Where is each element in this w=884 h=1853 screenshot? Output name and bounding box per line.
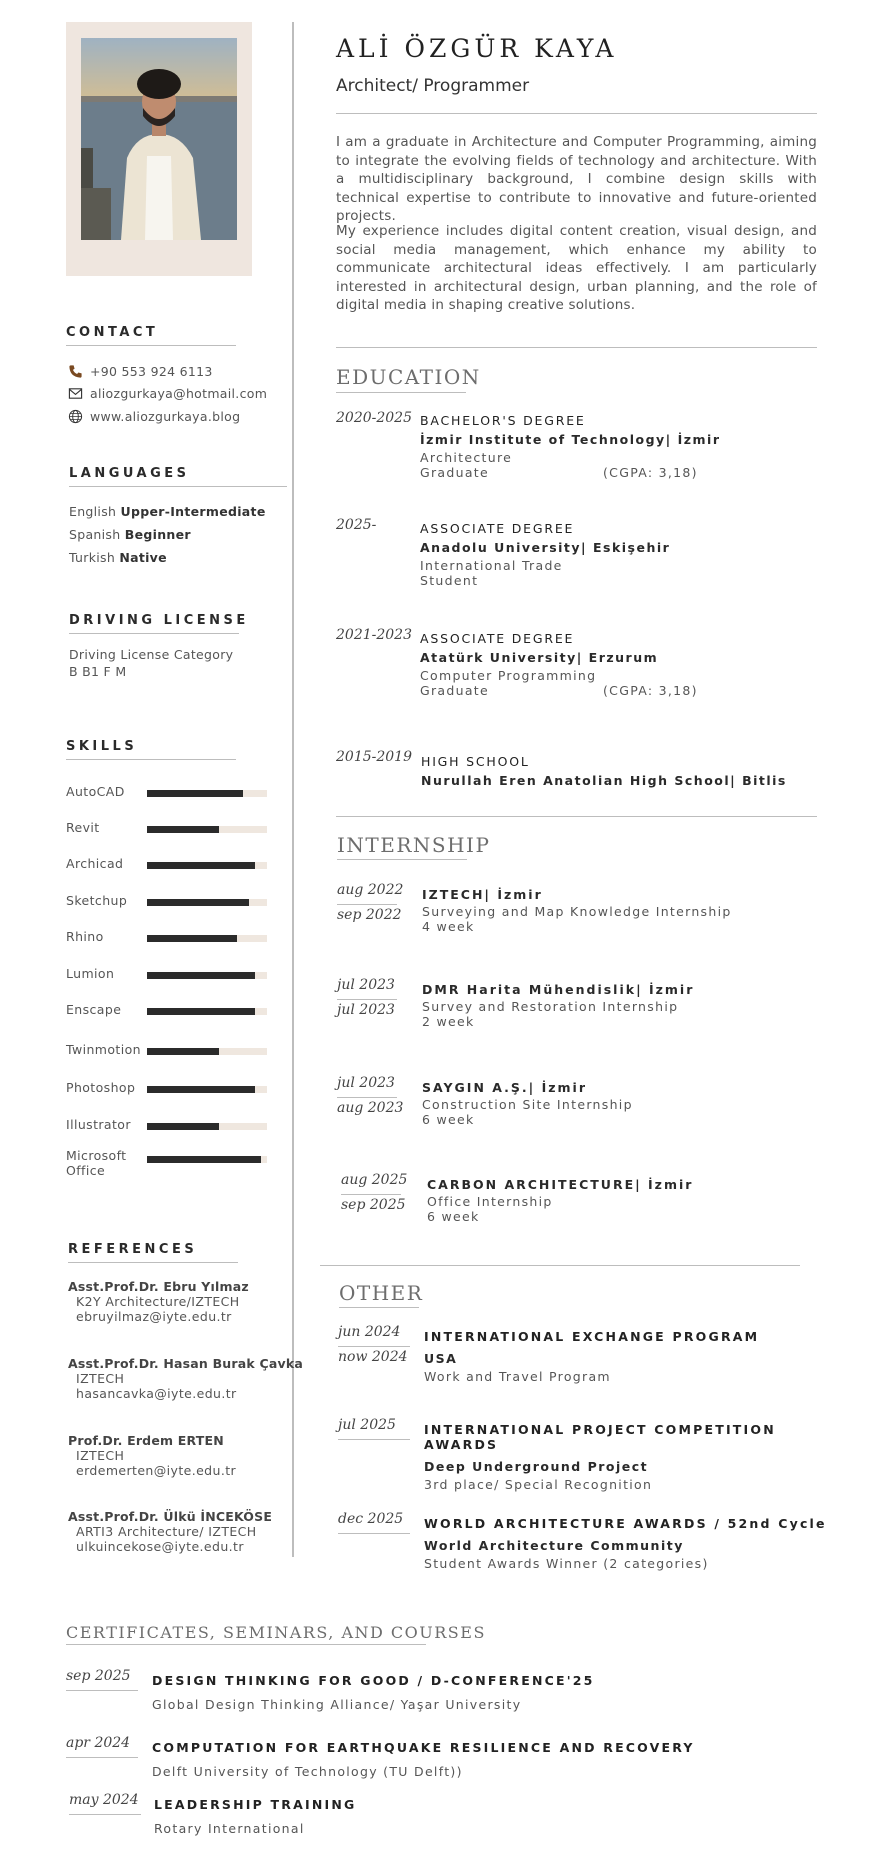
skill-bar-track — [147, 826, 267, 833]
skill-bar-track — [147, 1086, 267, 1093]
reference-name: Prof.Dr. Erdem ERTEN — [68, 1433, 224, 1448]
other-date-from: jun 2024 — [338, 1324, 401, 1340]
skill-bar-track — [147, 899, 267, 906]
certificates-title-rule — [66, 1644, 426, 1645]
skill-name: Twinmotion — [66, 1042, 141, 1057]
education-title-rule — [336, 392, 466, 393]
internship-date-rule — [341, 1194, 401, 1195]
driving-title: DRIVING LICENSE — [69, 613, 249, 628]
other-item — [424, 1329, 854, 1384]
certificate-date-rule — [66, 1757, 138, 1758]
other-desc: Work and Travel Program — [424, 1369, 611, 1384]
internship-item — [422, 982, 822, 1029]
phone-icon — [68, 364, 83, 383]
education-date: 2020-2025 — [336, 410, 412, 426]
reference-name: Asst.Prof.Dr. Ülkü İNCEKÖSE — [68, 1509, 273, 1524]
reference-email[interactable]: hasancavka@iyte.edu.tr — [76, 1386, 237, 1401]
other-heading: WORLD ARCHITECTURE AWARDS / 52nd Cycle — [424, 1516, 827, 1531]
skill-bar-fill — [147, 1123, 219, 1130]
education-field: International Trade — [420, 558, 563, 573]
other-date-rule — [338, 1533, 410, 1534]
reference-item — [68, 1509, 272, 1554]
language-item: Spanish Beginner — [69, 527, 191, 542]
certificate-date: may 2024 — [69, 1792, 139, 1808]
skill-bar-track — [147, 1008, 267, 1015]
skills-rule — [66, 759, 236, 760]
certificate-heading: LEADERSHIP TRAINING — [154, 1797, 357, 1812]
reference-org: IZTECH — [76, 1448, 125, 1463]
skill-bar-fill — [147, 1156, 261, 1163]
person-role: Architect/ Programmer — [336, 76, 530, 96]
internship-date-rule — [337, 999, 397, 1000]
internship-desc: Construction Site Internship — [422, 1097, 633, 1112]
internship-item — [422, 887, 822, 934]
internship-date-from: aug 2022 — [337, 882, 404, 898]
skill-name: Microsoft Office — [66, 1148, 127, 1178]
education-item — [420, 631, 750, 698]
skills-title: SKILLS — [66, 739, 138, 754]
internship-item — [422, 1080, 822, 1127]
certificate-heading: DESIGN THINKING FOR GOOD / D-CONFERENCE'25 — [152, 1673, 595, 1688]
reference-name: Asst.Prof.Dr. Ebru Yılmaz — [68, 1279, 249, 1294]
contact-web[interactable]: www.aliozgurkaya.blog — [90, 409, 241, 424]
skill-name: Lumion — [66, 966, 115, 981]
internship-title-rule — [337, 859, 467, 860]
internship-company: DMR Harita Mühendislik| İzmir — [422, 982, 695, 997]
skill-name: Rhino — [66, 929, 104, 944]
internship-date-rule — [337, 904, 397, 905]
person-name: ALİ ÖZGÜR KAYA — [336, 34, 618, 63]
driving-rule — [69, 633, 239, 634]
education-field: Computer Programming — [420, 668, 597, 683]
other-item — [424, 1422, 854, 1492]
skill-bar-fill — [147, 1048, 219, 1055]
skill-name: Photoshop — [66, 1080, 136, 1095]
internship-title: INTERNSHIP — [337, 833, 491, 857]
reference-name: Asst.Prof.Dr. Hasan Burak Çavka — [68, 1356, 303, 1371]
internship-duration: 6 week — [422, 1112, 475, 1127]
skill-bar-track — [147, 790, 267, 797]
education-school: Anadolu University| Eskişehir — [420, 540, 671, 555]
mail-icon — [68, 386, 83, 405]
certificate-desc: Global Design Thinking Alliance/ Yaşar University — [152, 1697, 522, 1712]
language-item: Turkish Native — [69, 550, 167, 565]
education-status: Student — [420, 573, 479, 588]
language-item: English Upper-Intermediate — [69, 504, 266, 519]
skill-name: Illustrator — [66, 1117, 131, 1132]
reference-item — [68, 1356, 303, 1401]
skill-name: Archicad — [66, 856, 124, 871]
education-degree: ASSOCIATE DEGREE — [420, 521, 575, 536]
internship-desc: Surveying and Map Knowledge Internship — [422, 904, 732, 919]
internship-date-to: jul 2023 — [337, 1002, 395, 1018]
driving-category-value: B B1 F M — [69, 664, 127, 679]
certificate-date: apr 2024 — [66, 1735, 131, 1751]
other-date-rule — [338, 1439, 410, 1440]
certificate-heading: COMPUTATION FOR EARTHQUAKE RESILIENCE AND RECOVERY — [152, 1740, 695, 1755]
skill-name: Sketchup — [66, 893, 128, 908]
other-heading: INTERNATIONAL PROJECT COMPETITION AWARDS — [424, 1422, 776, 1452]
other-date-rule — [338, 1346, 410, 1347]
reference-email[interactable]: ebruyilmaz@iyte.edu.tr — [76, 1309, 232, 1324]
other-heading: INTERNATIONAL EXCHANGE PROGRAM — [424, 1329, 760, 1344]
education-item — [421, 754, 841, 788]
internship-date-rule — [337, 1097, 397, 1098]
skill-name: AutoCAD — [66, 784, 125, 799]
skill-bar-fill — [147, 826, 219, 833]
certificates-title: CERTIFICATES, SEMINARS, AND COURSES — [66, 1623, 486, 1642]
education-gpa: (CGPA: 3,18) — [603, 683, 698, 698]
education-school: Atatürk University| Erzurum — [420, 650, 659, 665]
skill-bar-track — [147, 972, 267, 979]
education-degree: BACHELOR'S DEGREE — [420, 413, 586, 428]
globe-icon — [68, 409, 83, 428]
internship-company: CARBON ARCHITECTURE| İzmir — [427, 1177, 694, 1192]
column-divider — [292, 22, 294, 1557]
internship-date-to: sep 2022 — [337, 907, 402, 923]
certificate-date: sep 2025 — [66, 1668, 131, 1684]
skill-bar-track — [147, 1123, 267, 1130]
other-sub: World Architecture Community — [424, 1538, 684, 1553]
other-sub: Deep Underground Project — [424, 1459, 649, 1474]
internship-date-from: jul 2023 — [337, 977, 395, 993]
other-title-rule — [339, 1307, 419, 1308]
internship-date-to: aug 2023 — [337, 1100, 404, 1116]
contact-title: CONTACT — [66, 325, 159, 340]
internship-desc: Office Internship — [427, 1194, 553, 1209]
other-item — [424, 1516, 854, 1571]
other-sub: USA — [424, 1351, 458, 1366]
internship-rule — [320, 1265, 800, 1266]
skill-bar-track — [147, 1048, 267, 1055]
skill-bar-fill — [147, 935, 237, 942]
internship-date-from: jul 2023 — [337, 1075, 395, 1091]
certificate-date-rule — [69, 1814, 141, 1815]
certificate-desc: Rotary International — [154, 1821, 305, 1836]
education-status: Graduate (CGPA: 3,18) — [420, 683, 698, 698]
references-rule — [68, 1262, 238, 1263]
references-title: REFERENCES — [68, 1242, 198, 1257]
skill-bar-fill — [147, 862, 255, 869]
other-title: OTHER — [339, 1281, 424, 1305]
skill-bar-track — [147, 1156, 267, 1163]
profile-photo — [81, 38, 237, 240]
internship-desc: Survey and Restoration Internship — [422, 999, 679, 1014]
skill-bar-track — [147, 862, 267, 869]
reference-org: IZTECH — [76, 1371, 125, 1386]
education-title: EDUCATION — [336, 365, 481, 389]
education-date: 2015-2019 — [336, 749, 412, 765]
certificate-date-rule — [66, 1690, 138, 1691]
skill-bar-fill — [147, 1086, 255, 1093]
contact-email[interactable]: aliozgurkaya@hotmail.com — [90, 386, 268, 401]
other-date-to: now 2024 — [338, 1349, 408, 1365]
education-school: İzmir Institute of Technology| İzmir — [420, 432, 721, 447]
education-school: Nurullah Eren Anatolian High School| Bitlis — [421, 773, 787, 788]
skill-bar-fill — [147, 790, 243, 797]
internship-duration: 4 week — [422, 919, 475, 934]
education-degree: HIGH SCHOOL — [421, 754, 530, 769]
internship-company: IZTECH| İzmir — [422, 887, 543, 902]
internship-date-from: aug 2025 — [341, 1172, 408, 1188]
internship-company: SAYGIN A.Ş.| İzmir — [422, 1080, 587, 1095]
education-gpa: (CGPA: 3,18) — [603, 465, 698, 480]
education-item — [420, 413, 750, 480]
contact-phone[interactable]: +90 553 924 6113 — [90, 364, 213, 379]
reference-org: ARTI3 Architecture/ IZTECH — [76, 1524, 257, 1539]
education-degree: ASSOCIATE DEGREE — [420, 631, 575, 646]
education-field: Architecture — [420, 450, 513, 465]
internship-duration: 6 week — [427, 1209, 480, 1224]
other-date-from: jul 2025 — [338, 1417, 396, 1433]
education-item — [420, 521, 750, 588]
internship-date-to: sep 2025 — [341, 1197, 406, 1213]
skill-bar-fill — [147, 1008, 255, 1015]
driving-category-label: Driving License Category — [69, 647, 234, 662]
skill-name: Enscape — [66, 1002, 122, 1017]
other-date-from: dec 2025 — [338, 1511, 404, 1527]
reference-email[interactable]: ulkuincekose@iyte.edu.tr — [76, 1539, 244, 1554]
skill-bar-track — [147, 935, 267, 942]
languages-rule — [69, 486, 287, 487]
languages-title: LANGUAGES — [69, 466, 190, 481]
internship-item — [427, 1177, 827, 1224]
other-desc: Student Awards Winner (2 categories) — [424, 1556, 709, 1571]
about-rule — [336, 347, 817, 348]
contact-rule — [66, 345, 236, 346]
other-desc: 3rd place/ Special Recognition — [424, 1477, 653, 1492]
education-date: 2021-2023 — [336, 627, 412, 643]
skill-bar-fill — [147, 972, 255, 979]
header-rule — [336, 113, 817, 114]
about-paragraph: My experience includes digital content creation, visual design, and social media management, which enhance my ability to communicate architectural ideas effectively. I am particularly interested in architectural design, urban planning, and the role of digital media in shaping creative solutions. — [336, 223, 817, 313]
reference-item — [68, 1433, 236, 1478]
skill-name: Revit — [66, 820, 100, 835]
education-date: 2025- — [336, 517, 377, 533]
skill-bar-fill — [147, 899, 249, 906]
reference-org: K2Y Architecture/IZTECH — [76, 1294, 240, 1309]
education-rule — [336, 816, 817, 817]
certificate-desc: Delft University of Technology (TU Delft)) — [152, 1764, 463, 1779]
reference-item — [68, 1279, 249, 1324]
about-paragraph: I am a graduate in Architecture and Computer Programming, aiming to integrate the evolving fields of technology and architecture. With a multidisciplinary background, I combine design skills with technical expertise to contribute to innovative and future-oriented projects. — [336, 134, 817, 224]
reference-email[interactable]: erdemerten@iyte.edu.tr — [76, 1463, 237, 1478]
internship-duration: 2 week — [422, 1014, 475, 1029]
education-status: Graduate (CGPA: 3,18) — [420, 465, 698, 480]
